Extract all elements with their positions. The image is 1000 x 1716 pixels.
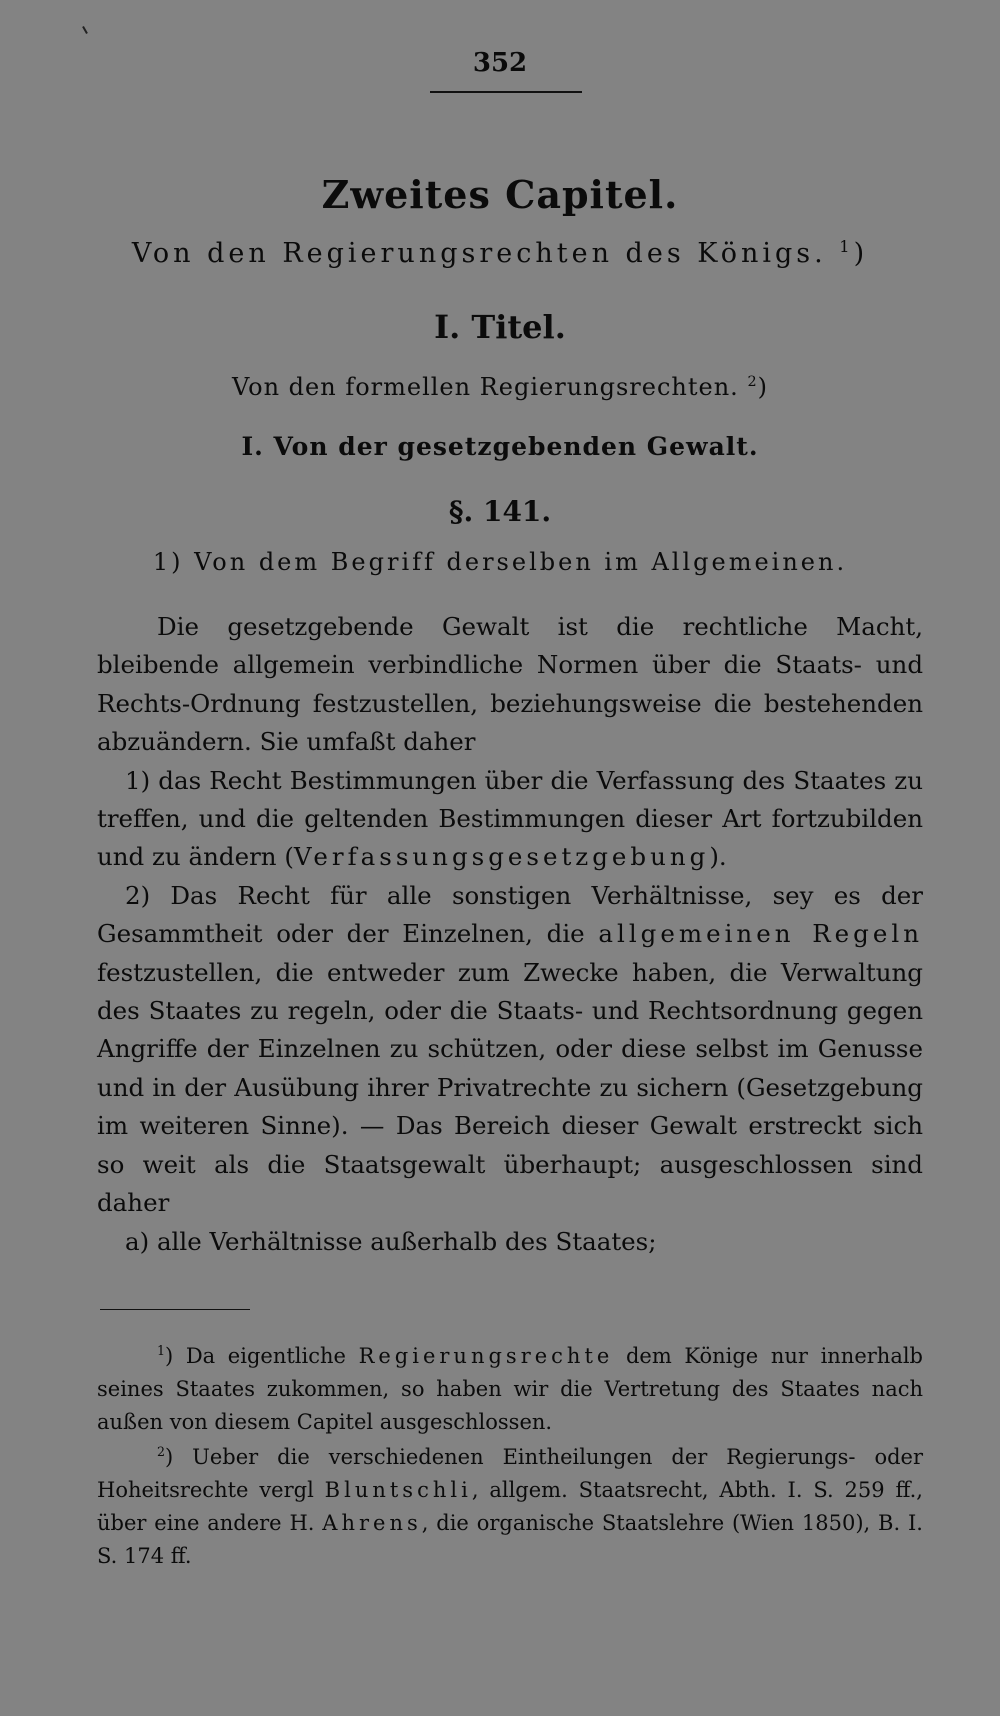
footnote-ref-1[interactable]: 1 [839,237,854,256]
chapter-title: Zweites Capitel. [321,172,679,217]
section-heading: I. Von der gesetzgebenden Gewalt. [241,432,759,461]
title-subtitle-text: Von den formellen Regierungsrechten. [232,373,739,401]
body-paragraph-1: Die gesetzgebende Gewalt ist die rechtliche Macht, bleibende allgemein verbindliche Normen über die Staats- und Rechts-Ordnung festzustellen, beziehungsweise die bestehenden abzuändern. Sie umfaßt daher [97,612,923,757]
body-paragraph-3: 2) Das Recht für alle sonstigen Verhältnisse, sey es der Gesammtheit oder der Einzelnen, die allgemeinen Regeln festzustellen, die entweder zum Zwecke haben, die Verwaltung des Staates zu regeln, oder die Staats- und Rechtsordnung gegen Angriffe der Einzelnen zu schützen, oder diese selbst im Genusse und in der Ausübung ihrer Privatrechte zu sichern (Gesetzgebung im weiteren Sinne). — Das Bereich dieser Gewalt erstreckt sich so weit als die Staatsgewalt überhaupt; ausgeschlossen sind daher [97,880,923,1218]
print-speck [82,26,88,34]
body-text [97,608,923,1261]
title-heading: I. Titel. [434,308,566,346]
footnote-rule [100,1309,250,1310]
spaced-term: allgemeinen Regeln [598,919,923,949]
chapter-subtitle: Von den Regierungsrechten des Königs. $^1$) [131,237,869,269]
footnote-2: $^2$) Ueber die verschiedenen Eintheilungen der Regierungs- oder Hoheitsrechte vergl Bluntschli, allgem. Staatsrecht, Abth. I. S. 259 ff., über eine andere H. Ahrens, die organische Staatslehre (Wien 1850), B. I. S. 174 ff. [97,1444,923,1568]
paragraph-number: §. 141. [448,495,552,528]
spaced-term: Verfassungsgesetzgebung [293,842,710,872]
header-rule [430,91,582,93]
chapter-subtitle-text: Von den Regierungsrechten des Königs. [131,238,827,269]
subsection-heading: 1) Von dem Begriff derselben im Allgemeinen. [152,548,848,576]
body-paragraph-2: 1) das Recht Bestimmungen über die Verfassung des Staates zu treffen, und die geltenden Bestimmungen dieser Art fortzubilden und zu ändern (Verfassungsgesetzgebung). [97,765,923,872]
footnote-1: $^1$) Da eigentliche Regierungsrechte dem Könige nur innerhalb seines Staates zukommen, so haben wir die Vertretung des Staates nach außen von diesem Capitel ausgeschlossen. [97,1343,924,1434]
footnotes [97,1340,923,1575]
body-paragraph-4: a) alle Verhältnisse außerhalb des Staates; [125,1226,657,1256]
title-subtitle: Von den formellen Regierungsrechten. $^2$) [232,373,768,401]
footnote-ref-2[interactable]: 2 [747,374,758,390]
page-number: 352 [472,48,528,78]
